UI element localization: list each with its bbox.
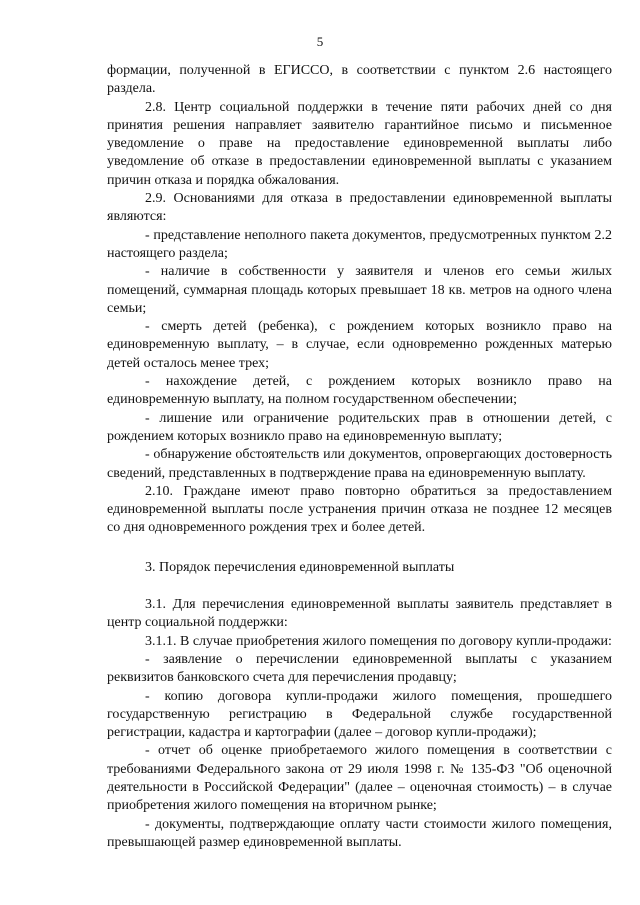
list-item: - обнаружение обстоятельств или документов, опровергающих достоверность сведений, представленных в подтверждение права на единовременную выплату. [107, 447, 612, 481]
document-body [107, 62, 612, 852]
page-number: 5 [316, 34, 324, 49]
section-heading: 3. Порядок перечисления единовременной выплаты [145, 559, 455, 575]
paragraph: формации, полученной в ЕГИССО, в соответствии с пунктом 2.6 настоящего раздела. [107, 63, 612, 97]
list-item: - копию договора купли-продажи жилого помещения, прошедшего государственную регистрацию в Федеральной службе государственной регистрации, кадастра и картографии (далее – договор купли-продажи); [107, 688, 612, 741]
list-item: - наличие в собственности у заявителя и членов его семьи жилых помещений, суммарная площадь которых превышает 18 кв. метров на одного члена семьи; [107, 264, 612, 316]
paragraph: 2.10. Граждане имеют право повторно обратиться за предоставлением единовременной выплаты после устранения причин отказа не позднее 12 месяцев со дня одновременного рождения трех и более детей. [107, 483, 612, 536]
list-item: - смерть детей (ребенка), с рождением которых возникло право на единовременную выплату, – в случае, если одновременно рожденных матерью детей осталось менее трех; [107, 319, 612, 371]
paragraph: 3.1.1. В случае приобретения жилого помещения по договору купли-продажи: [145, 633, 612, 649]
paragraph: 2.9. Основаниями для отказа в предоставлении единовременной выплаты являются: [107, 191, 612, 225]
list-item: - отчет об оценке приобретаемого жилого помещения в соответствии с требованиями Федерального закона от 29 июля 1998 г. № 135-ФЗ "Об оценочной деятельности в Российской Федерации" (далее – оценочная стоимость) – в случае приобретения жилого помещения на вторичном рынке; [107, 743, 612, 814]
list-item: - документы, подтверждающие оплату части стоимости жилого помещения, превышающей размер единовременной выплаты. [107, 816, 612, 850]
paragraph: 2.8. Центр социальной поддержки в течение пяти рабочих дней со дня принятия решения направляет заявителю гарантийное письмо и письменное уведомление о праве на предоставление единовременной выплаты либо уведомление об отказе в предоставлении единовременной выплаты с указанием причин отказа и порядка обжалования. [107, 99, 612, 188]
list-item: - заявление о перечислении единовременной выплаты с указанием реквизитов банковского счета для перечисления продавцу; [107, 651, 612, 686]
list-item: - представление неполного пакета документов, предусмотренных пунктом 2.2 настоящего раздела; [107, 227, 612, 261]
list-item: - нахождение детей, с рождением которых возникло право на единовременную выплату, на полном государственном обеспечении; [107, 374, 612, 408]
paragraph: 3.1. Для перечисления единовременной выплаты заявитель представляет в центр социальной поддержки: [107, 597, 612, 631]
list-item: - лишение или ограничение родительских прав в отношении детей, с рождением которых возникло право на единовременную выплату; [107, 410, 612, 444]
